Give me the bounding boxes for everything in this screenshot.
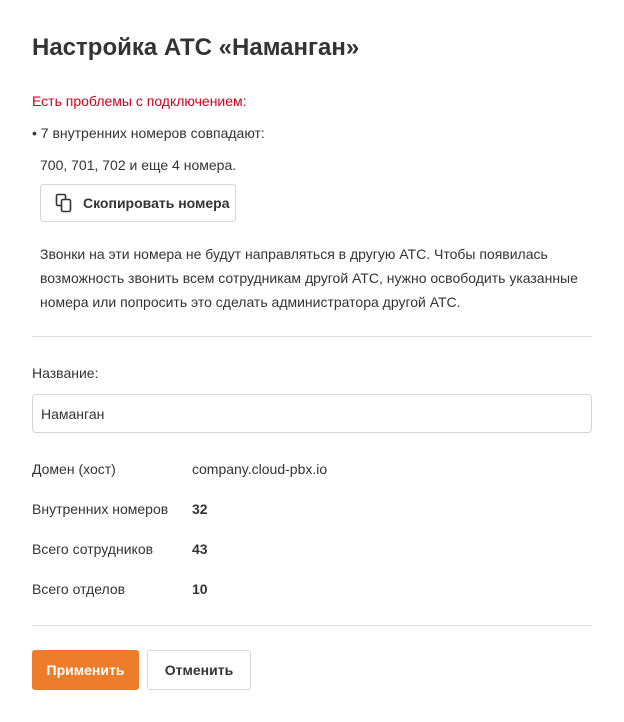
name-input[interactable]: [32, 394, 592, 433]
domain-value: company.cloud-pbx.io: [192, 461, 328, 477]
employees-label: Всего сотрудников: [32, 541, 154, 557]
copy-numbers-button[interactable]: [40, 184, 236, 222]
duplicate-numbers-list: 700, 701, 702 и еще 4 номера.: [40, 157, 237, 173]
info-row-employees: [32, 540, 592, 558]
extensions-label: Внутренних номеров: [32, 501, 169, 517]
extensions-value: 32: [192, 501, 208, 517]
departments-label: Всего отделов: [32, 581, 126, 597]
info-row-domain: [32, 460, 592, 478]
apply-button[interactable]: Применить: [32, 650, 139, 690]
info-row-departments: [32, 580, 592, 598]
duplicate-numbers-notice: • 7 внутренних номеров совпадают:: [32, 125, 265, 141]
name-label: Название:: [32, 365, 99, 381]
copy-icon: [55, 193, 73, 213]
info-row-extensions: [32, 500, 592, 518]
problem-description: Звонки на эти номера не будут направляться в другую АТС. Чтобы появилась возможность звонить всем сотрудникам другой АТС, нужно освободить указанные номера или попросить это сделать администратора другой АТС.: [40, 246, 578, 310]
divider: [32, 336, 592, 337]
copy-numbers-label: Скопировать номера: [83, 195, 230, 211]
page-title: Настройка АТС «Наманган»: [32, 34, 360, 61]
connection-error-heading: Есть проблемы с подключением:: [32, 93, 247, 109]
cancel-button[interactable]: Отменить: [147, 650, 251, 690]
departments-value: 10: [192, 581, 208, 597]
employees-value: 43: [192, 541, 208, 557]
divider: [32, 625, 592, 626]
domain-label: Домен (хост): [32, 461, 116, 477]
